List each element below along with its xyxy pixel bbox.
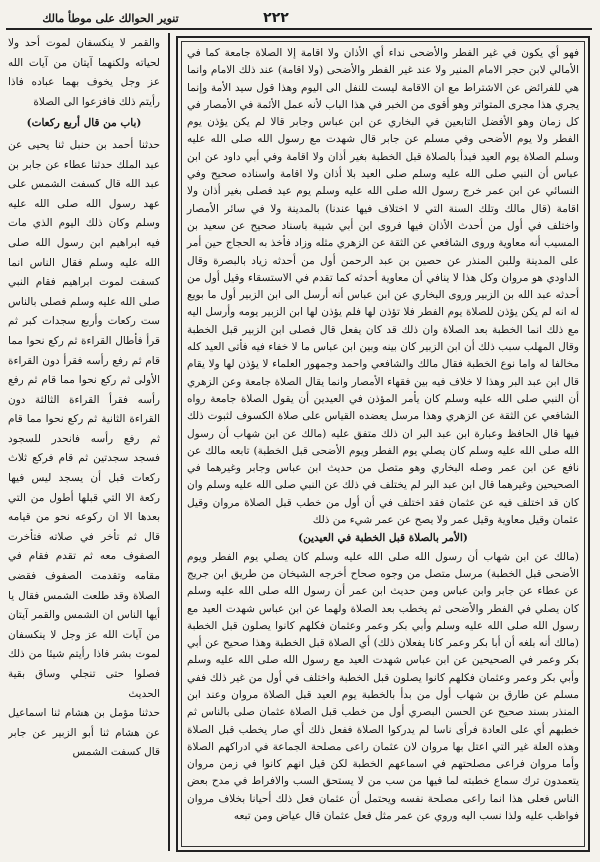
margin-column xyxy=(8,34,160,850)
page-number: ٢٢٢ xyxy=(263,10,289,26)
margin-section-heading: (باب من قال أربع ركعات) xyxy=(26,117,142,130)
main-text-frame xyxy=(176,36,590,852)
page-header xyxy=(8,10,592,30)
main-section-heading: (الأمر بالصلاة قبل الخطبة في العيدين) xyxy=(298,532,468,545)
column-divider xyxy=(168,33,170,851)
main-text-body xyxy=(181,41,585,847)
running-title: تنوير الحوالك على موطأ مالك xyxy=(42,12,179,25)
main-paragraph-2: (مالك عن ابن شهاب أن رسول الله صلى الله عليه وسلم كان يصلي يوم الفطر ويوم الأضحى قبل الخطبة) مرسل متصل من وجوه صحاح أخرجه الشيخان من طريق ابن جريج عن عطاء عن جابر وابن عباس ومن حديث ابن عمر أن رسول الله صلى الله عليه وسلم كان يصلي في الفطر والأضحى ثم يخطب بعد الصلاة ولهما عن ابن عباس شهدت العيد مع رسول الله صلى الله عليه وسلم وأبي بكر وعمر وعثمان فكلهم كانوا يصلون قبل الخطبة (مالك أنه بلغه أن أبا بكر وعمر كانا يفعلان ذلك) أي الصلاة قبل الخطبة وهذا صحيح عن أبي بكر وعمر في الصحيحين عن ابن عباس شهدت العيد مع رسول الله صلى الله عليه وسلم وأبي بكر وعمر وعثمان فكلهم كانوا يصلون قبل الخطبة واختلف في أول من غير ذلك ففي مسلم عن طارق بن شهاب أول من بدأ بالخطبة يوم العيد قبل الصلاة مروان وعند ابن المنذر بسند صحيح عن الحسن البصري أول من خطب قبل الصلاة عثمان صلى بالناس ثم خطبهم أي على العادة فرأى ناسا لم يدركوا الصلاة ففعل ذلك أي صار يخطب قبل الصلاة وهذه العلة غير التي اعتل بها مروان لان عثمان راعى مصلحة الجماعة في ادراكهم الصلاة وأما مروان فراعى مصلحتهم في اسماعهم الخطبة لكن قيل انهم كانوا في زمن مروان يتعمدون ترك سماع خطبته لما فيها من سب من لا يستحق السب والافراط في مدح بعض الناس فعلى هذا انما راعى مصلحة نفسه ويحتمل أن عثمان فعل ذلك أحيانا بخلاف مروان فواظب عليه ولذا نسب اليه وروي عن عمر مثل فعل عثمان قال عياض ومن تبعه xyxy=(187,550,579,823)
margin-body-text: حدثنا أحمد بن حنبل ثنا يحيى عن عبد الملك حدثنا عطاء عن جابر بن عبد الله قال كسفت الشمس على عهد رسول الله صلى الله عليه وسلم وكان ذلك اليوم الذي مات فيه ابراهيم ابن رسول الله صلى الله عليه وسلم فقال الناس انما كسفت لموت ابراهيم فقام النبي صلى الله عليه وسلم فصلى بالناس ست ركعات وأربع سجدات كبر ثم قرأ فأطال القراءة ثم ركع نحوا مما قام ثم رفع رأسه فقرأ دون القراءة الأولى ثم ركع نحوا مما قام ثم رفع رأسه فقرأ القراءة الثالثة دون القراءة الثانية ثم ركع نحوا مما قام ثم رفع رأسه فانحدر للسجود فسجد سجدتين ثم قام فركع ثلاث ركعات قبل أن يسجد ليس فيها ركعة الا التي قبلها أطول من التي بعدها الا ان ركوعه نحو من قيامه قال ثم تأخر في صلاته فتأخرت الصفوف معه ثم تقدم فقام في مقامه وتقدمت الصفوف فقضى الصلاة وقد طلعت الشمس فقال يا أيها الناس ان الشمس والقمر آيتان من آيات الله عز وجل لا ينكسفان لموت بشر فاذا رأيتم شيئا من ذلك فصلوا حتى تنجلي وساق بقية الحديث xyxy=(8,138,160,700)
header-rule xyxy=(6,28,592,30)
margin-tail-text: حدثنا مؤمل بن هشام ثنا اسماعيل عن هشام ثنا أبو الزبير عن جابر قال كسفت الشمس xyxy=(8,707,160,759)
main-paragraph-1: فهو أي يكون في غير الفطر والأضحى نداء أي الأذان ولا اقامة إلا الصلاة جامعة كما في الأمالي لابن حجر الامام المنير ولا عند غير الفطر والأضحى (ولا اقامة) عند ذلك الامام وانما هي للفرائض عن الاشتراط مع ان الاقامة ليست للنفل الى اليوم وهذا قول سيد الأمة وإنما يجري هذا مجرى المتواتر وهو أقوى من الخبر في هذا الباب لأنه عمل الأئمة في الأمصار في كل زمان وهو الأفضل التابعين في البخاري عن ابن عباس وجابر قالا لم يكن يؤذن يوم الفطر ولا يوم الأضحى وفي مسلم عن جابر قال شهدت مع رسول الله صلى الله عليه وسلم الصلاة يوم العيد فبدأ بالصلاة قبل الخطبة بغير أذان ولا اقامة وفي أبي داود عن ابن عباس أن النبي صلى الله عليه وسلم صلى العيد بلا أذان ولا اقامة واسناده صحيح وفي النسائي عن ابن عمر خرج رسول الله صلى الله عليه وسلم يوم عيد فصلى بغير أذان ولا اقامة (قال مالك وتلك السنة التي لا اختلاف فيها عندنا) بالمدينة ولا في سائر الأمصار واختلف في أول من أحدث الأذان فيها فروى ابن أبي شيبة باسناد صحيح عن سعيد بن المسيب أنه معاوية وروى الشافعي عن الثقة عن الزهري مثله وزاد فأخذ به الحجاج حين أمر على المدينة وللبن المنذر عن حصين بن عبد الرحمن أول من أحدثه زياد بالبصرة وقال الداودي هو مروان وكل هذا لا ينافي أن معاوية أحدثه كما تقدم في الاستسقاء وقيل أول من أحدثه عبد الله بن الزبير وروى البخاري عن ابن عباس أنه أرسل الى ابن الزبير أول ما بويع له انه لم يكن يؤذن للصلاة يوم الفطر فلا تؤذن لها فلم يؤذن لها ابن الزبير يومه وأرسل اليه مع ذلك انما الخطبة بعد الصلاة وان ذلك قد كان يفعل قال فصلى ابن الزبير قبل الخطبة وقال المهلب سبب ذلك أن ابن الزبير كان بينه وبين ابن عباس ما لا خفاء فيه فأتى العيد كله مخالفا له واما نوع الخطبة فقال مالك والشافعي واحمد وجمهور العلماء لا يؤذن لها ولا يقام قال ابن عبد البر وهذا لا خلاف فيه بين فقهاء الأمصار وانما يقال الصلاة جامعة وعن الزهري أن النبي صلى الله عليه وسلم كان يأمر المؤذن في العيدين أن يقول الصلاة جامعة رواه الشافعي عن الثقة عن الزهري وهذا مرسل يعضده القياس على صلاة الكسوف لثبوت ذلك فيها قال الحافظ وعبارة ابن عبد البر ان ذلك متفق عليه (مالك عن ابن شهاب أن رسول الله صلى الله عليه وسلم كان يصلي يوم الفطر ويوم الأضحى قبل الخطبة) تابعه مالك عن نافع عن ابن عمر وصله البخاري وهو متصل من حديث ابن عباس وجابر وغيرهما في الصحيحين وغيرهما قال ابن عبد البر لم يختلف في ذلك عن النبي صلى الله عليه وسلم وان كان قد اختلف فيه عن عثمان فقد اختلف في أن أول من خطب قبل الصلاة مروان وقيل عثمان وقيل معاوية وقيل عمر ولا يصح عن عمر شيء من ذلك xyxy=(187,47,579,527)
margin-top-text: والقمر لا ينكسفان لموت أحد ولا لحياته ولكنهما آيتان من آيات الله عز وجل يخوف بهما عباده فاذا رأيتم ذلك فافزعوا الى الصلاة xyxy=(8,37,160,108)
